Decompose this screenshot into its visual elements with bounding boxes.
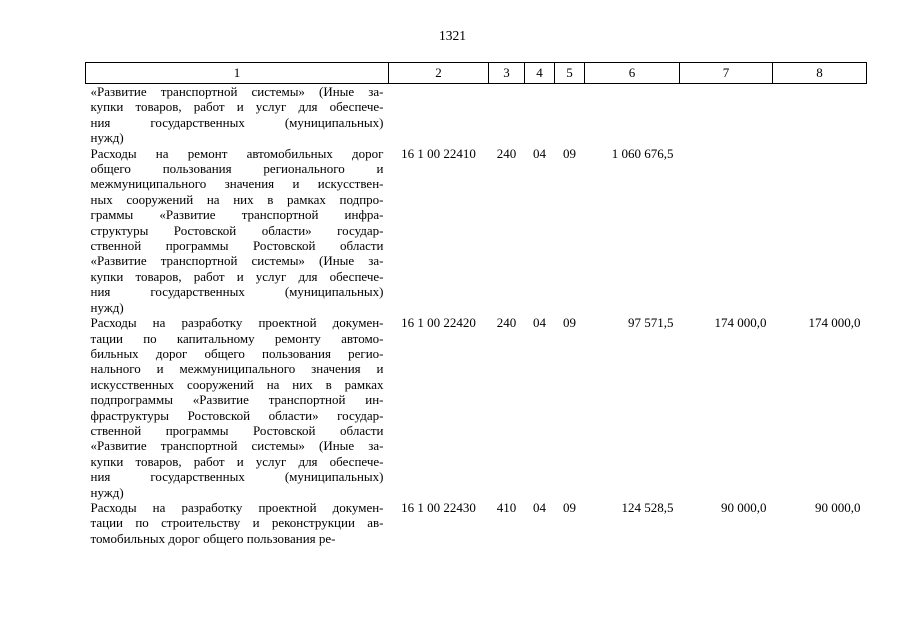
- budget-table: [85, 62, 867, 546]
- header-col-6: 6: [585, 63, 680, 84]
- description-line: купки товаров, работ и услуг для обеспече-: [90, 99, 384, 115]
- description-line: нужд): [90, 484, 124, 500]
- description-line: «Развитие транспортной системы» (Иные за-: [90, 438, 384, 454]
- description-line: ственной программы Ростовской области: [90, 238, 384, 254]
- description-line: ния государственных (муниципальных): [90, 114, 384, 130]
- description-line: бильных дорог общего пользования регио-: [90, 345, 384, 361]
- cell-amount-year-1: [585, 84, 680, 146]
- cell-amount-year-3: 174 000,0: [808, 315, 861, 331]
- description-line: общего пользования регионального и: [90, 161, 384, 177]
- cell-amount-year-2: [680, 84, 773, 146]
- description-line: тации по капитальному ремонту автомо-: [90, 330, 384, 346]
- header-col-4: 4: [525, 63, 555, 84]
- cell-amount-year-1: 1 060 676,5: [611, 145, 674, 161]
- description-line: тации по строительству и реконструкции ав-: [90, 515, 384, 531]
- cell-description: [86, 84, 389, 146]
- cell-section: 04: [533, 315, 546, 331]
- description-line: ственной программы Ростовской области: [90, 422, 384, 438]
- header-col-1: 1: [86, 63, 389, 84]
- cell-target-code: 16 1 00 22410: [401, 145, 476, 161]
- cell-target-code: 16 1 00 22430: [401, 499, 476, 515]
- cell-subsection: 09: [563, 315, 576, 331]
- description-line: нужд): [90, 130, 124, 146]
- cell-expense-type: 240: [496, 315, 517, 331]
- description-line: структуры Ростовской области» государ-: [90, 222, 384, 238]
- cell-description: [86, 315, 389, 500]
- table-body: [86, 84, 867, 547]
- cell-subsection: 09: [563, 145, 576, 161]
- description-line: граммы «Развитие транспортной инфра-: [90, 207, 384, 223]
- cell-expense-type: 410: [496, 499, 517, 515]
- description-line: Расходы на разработку проектной докумен-: [90, 315, 384, 331]
- cell-subsection: [555, 84, 585, 146]
- cell-amount-year-1: 124 528,5: [621, 499, 674, 515]
- cell-target-code: 16 1 00 22420: [401, 315, 476, 331]
- cell-amount-year-2: [680, 146, 773, 315]
- cell-amount-year-1: 97 571,5: [628, 315, 674, 331]
- header-row: [86, 63, 867, 84]
- description-line: Расходы на разработку проектной докумен-: [90, 499, 384, 515]
- cell-amount-year-3: 90 000,0: [815, 499, 861, 515]
- cell-target-code: [389, 84, 489, 146]
- header-col-5: 5: [555, 63, 585, 84]
- cell-section: 04: [533, 145, 546, 161]
- description-line: томобильных дорог общего пользования ре-: [90, 530, 336, 546]
- cell-amount-year-3: [773, 146, 867, 315]
- table-row: [86, 500, 867, 546]
- cell-section: 04: [533, 499, 546, 515]
- description-line: «Развитие транспортной системы» (Иные за-: [90, 84, 384, 99]
- description-line: Расходы на ремонт автомобильных дорог: [90, 145, 384, 161]
- page-number: 1321: [439, 28, 466, 43]
- cell-amount-year-2: 90 000,0: [721, 499, 767, 515]
- description-line: нального и межмуниципального значения и: [90, 361, 384, 377]
- cell-subsection: 09: [563, 499, 576, 515]
- cell-expense-type: [489, 84, 525, 146]
- description-line: ных сооружений на них в рамках подпро-: [90, 191, 384, 207]
- header-col-7: 7: [680, 63, 773, 84]
- table-row: [86, 84, 867, 146]
- cell-expense-type: 240: [496, 145, 517, 161]
- header-col-2: 2: [389, 63, 489, 84]
- description-line: нужд): [90, 299, 124, 315]
- description-line: межмуниципального значения и искусствен-: [90, 176, 384, 192]
- description-line: купки товаров, работ и услуг для обеспече-: [90, 268, 384, 284]
- header-col-8: 8: [773, 63, 867, 84]
- cell-section: [525, 84, 555, 146]
- cell-description: [86, 146, 389, 315]
- description-line: «Развитие транспортной системы» (Иные за-: [90, 253, 384, 269]
- cell-amount-year-2: 174 000,0: [714, 315, 767, 331]
- description-line: фраструктуры Ростовской области» государ-: [90, 407, 384, 423]
- cell-amount-year-3: [773, 84, 867, 146]
- description-line: ния государственных (муниципальных): [90, 284, 384, 300]
- description-line: купки товаров, работ и услуг для обеспече-: [90, 453, 384, 469]
- description-line: подпрограммы «Развитие транспортной ин-: [90, 392, 384, 408]
- description-line: искусственных сооружений на них в рамках: [90, 376, 384, 392]
- description-line: ния государственных (муниципальных): [90, 469, 384, 485]
- cell-description: [86, 500, 389, 546]
- table-row: [86, 315, 867, 500]
- header-col-3: 3: [489, 63, 525, 84]
- table-row: [86, 146, 867, 315]
